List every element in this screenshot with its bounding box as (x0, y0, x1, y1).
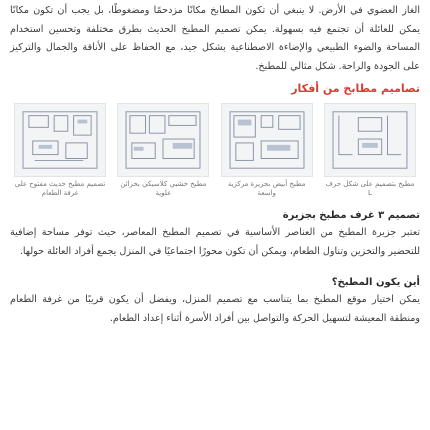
intro-paragraph: الغاز العضوي في الأرض. لا ينبغي أن تكون المطابخ مكانًا مزدحمًا ومضغوطًا، بل يجب أن تكون مكانًا يمكن للعائلة أن تجتمع فيه بسهولة. يمكن تصميم المطبخ الحديث بطرق مختلفة وتحسين استخدام المساحة والضوء الطبيعي والإضاءة الاصطناعية بشكل جيد، مع الحفاظ على الأناقة والجمال والتركيز على الجودة والراحة. شكل مثالي للمطبخ. (10, 5, 420, 72)
gallery-card-3[interactable] (221, 103, 313, 198)
section-paragraph: يمكن اختيار موقع المطبخ بما يتناسب مع تصميم المنزل، ويفضل أن يكون قريبًا من غرفة الطعام ومنطقة المعيشة لتسهيل الحركة والتواصل بين أفراد الأسرة أثناء إعداد الطعام. (10, 294, 420, 324)
kitchen-plan-drawing (222, 104, 312, 176)
kitchen-plan-image[interactable] (324, 103, 416, 177)
gallery-card-4[interactable] (324, 103, 416, 198)
kitchen-plan-image[interactable] (14, 103, 106, 177)
kitchen-gallery (10, 101, 420, 198)
kitchen-plan-drawing (325, 104, 415, 176)
gallery-card-2[interactable] (117, 103, 209, 198)
section-heading: أين يكون المطبخ؟ (331, 277, 420, 288)
kitchen-plan-image[interactable] (221, 103, 313, 177)
gallery-caption: مطبخ بتصميم على شكل حرف L (325, 180, 415, 197)
gallery-title: تصاميم مطابخ من أفكار (291, 82, 420, 95)
gallery-caption: مطبخ خشبي كلاسيكي بخزائن علوية (120, 180, 207, 197)
gallery-card-1[interactable] (14, 103, 106, 198)
section-heading: تصميم ٣ غرف مطبخ بجزيرة (282, 210, 420, 221)
section-paragraph: تعتبر جزيرة المطبخ من العناصر الأساسية في تصميم المطبخ المعاصر، حيث توفر مساحة إضافية للتحضير والتخزين وتناول الطعام، ويمكن أن تكون محورًا اجتماعيًا في المنزل يجمع أفراد العائلة حولها. (10, 227, 420, 257)
kitchen-plan-image[interactable] (117, 103, 209, 177)
gallery-caption: تصميم مطبخ حديث مفتوح على غرفة الطعام (14, 180, 106, 197)
kitchen-plan-drawing (118, 104, 208, 176)
kitchen-plan-drawing (15, 104, 105, 176)
gallery-caption: مطبخ أبيض بجزيرة مركزية واسعة (227, 180, 306, 197)
